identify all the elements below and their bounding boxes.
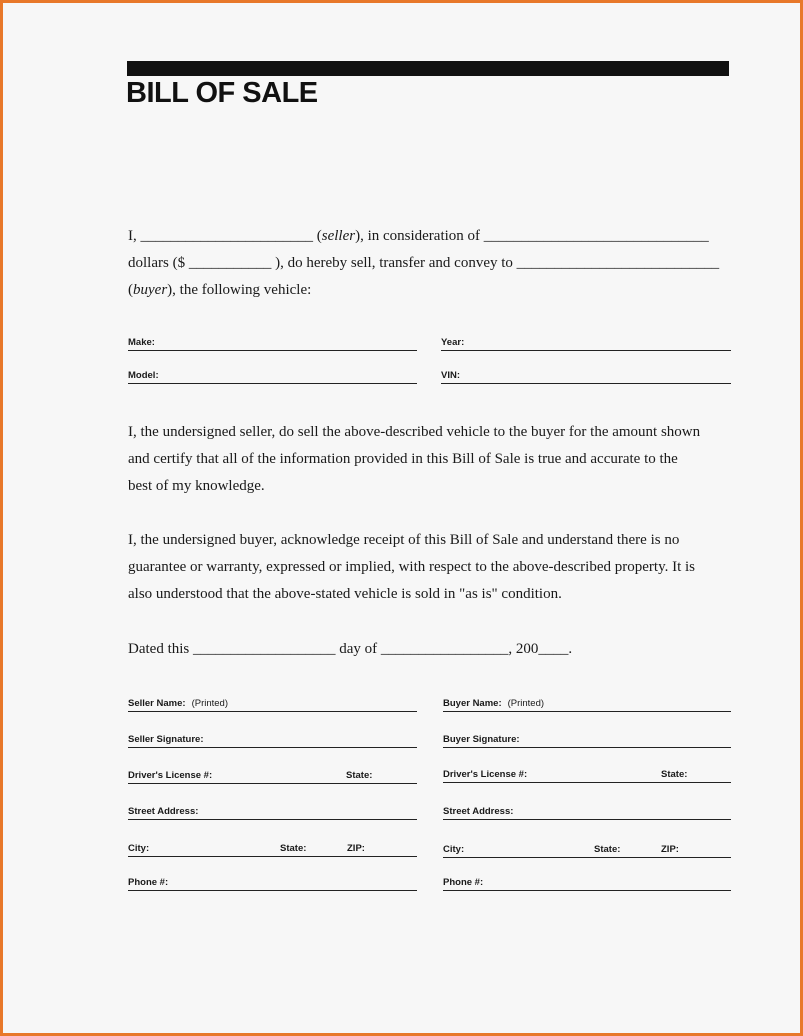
seller-printed-note: (Printed): [191, 698, 228, 709]
buyer-zip-label: ZIP:: [661, 844, 679, 855]
buyer-signature-field[interactable]: [443, 731, 731, 748]
seller-city-field[interactable]: [128, 840, 417, 857]
model-field[interactable]: [128, 367, 417, 384]
title-rule: [127, 61, 729, 76]
buyer-term: buyer: [133, 282, 168, 298]
vin-field[interactable]: [441, 367, 731, 384]
buyer-street-field[interactable]: [443, 803, 731, 820]
buyer-name-field[interactable]: [443, 695, 731, 712]
buyer-statement: I, the undersigned buyer, acknowledge receipt of this Bill of Sale and understand there is no guarantee or warranty, expressed or implied, with respect to the above-described property. It is also understood that the above-stated vehicle is sold in "as is" condition.: [128, 532, 696, 602]
year-field[interactable]: [441, 334, 731, 351]
seller-zip-label: ZIP:: [347, 843, 365, 854]
seller-city-state-label: State:: [280, 843, 307, 854]
vin-label: VIN:: [441, 370, 460, 381]
buyer-printed-note: (Printed): [507, 698, 545, 709]
make-label: Make:: [128, 337, 155, 348]
seller-signature-label: Seller Signature:: [128, 734, 204, 745]
buyer-city-state-label: State:: [594, 844, 621, 855]
seller-signature-field[interactable]: [128, 731, 417, 748]
seller-statement: I, the undersigned seller, do sell the above-described vehicle to the buyer for the amount shown and certify that all of the information provided in this Bill of Sale is true and accurate to the best of my knowledge.: [128, 424, 701, 494]
seller-license-state-label: State:: [346, 770, 373, 781]
buyer-city-field[interactable]: [443, 841, 731, 858]
seller-street-field[interactable]: [128, 803, 417, 820]
seller-name-label: Seller Name:: [128, 698, 186, 709]
buyer-license-state-label: State:: [661, 769, 688, 780]
seller-license-field[interactable]: [128, 767, 417, 784]
seller-phone-field[interactable]: [128, 874, 417, 891]
document-title: BILL OF SALE: [126, 77, 318, 109]
intro-line-3: (buyer), the following vehicle:: [128, 282, 312, 298]
buyer-city-label: City:: [443, 844, 465, 855]
buyer-street-label: Street Address:: [443, 806, 514, 817]
seller-name-field[interactable]: [128, 695, 417, 712]
buyer-license-label: Driver's License #:: [443, 769, 528, 780]
model-label: Model:: [128, 370, 159, 381]
buyer-phone-field[interactable]: [443, 874, 731, 891]
seller-street-label: Street Address:: [128, 806, 199, 817]
intro-line-2: dollars ($ ___________ ), do hereby sell, transfer and convey to ___________________________: [128, 255, 720, 271]
intro-line-1: I, _______________________ (seller), in consideration of ______________________________: [128, 228, 709, 244]
year-label: Year:: [441, 337, 465, 348]
dated-line: Dated this ___________________ day of _________________, 200____.: [128, 641, 573, 657]
seller-license-label: Driver's License #:: [128, 770, 213, 781]
seller-city-label: City:: [128, 843, 150, 854]
make-field[interactable]: [128, 334, 417, 351]
buyer-name-label: Buyer Name:: [443, 698, 502, 709]
buyer-signature-label: Buyer Signature:: [443, 734, 520, 745]
intro-paragraph: [128, 223, 738, 304]
buyer-phone-label: Phone #:: [443, 877, 484, 888]
seller-term: seller: [321, 228, 356, 244]
buyer-license-field[interactable]: [443, 766, 731, 783]
seller-phone-label: Phone #:: [128, 877, 169, 888]
